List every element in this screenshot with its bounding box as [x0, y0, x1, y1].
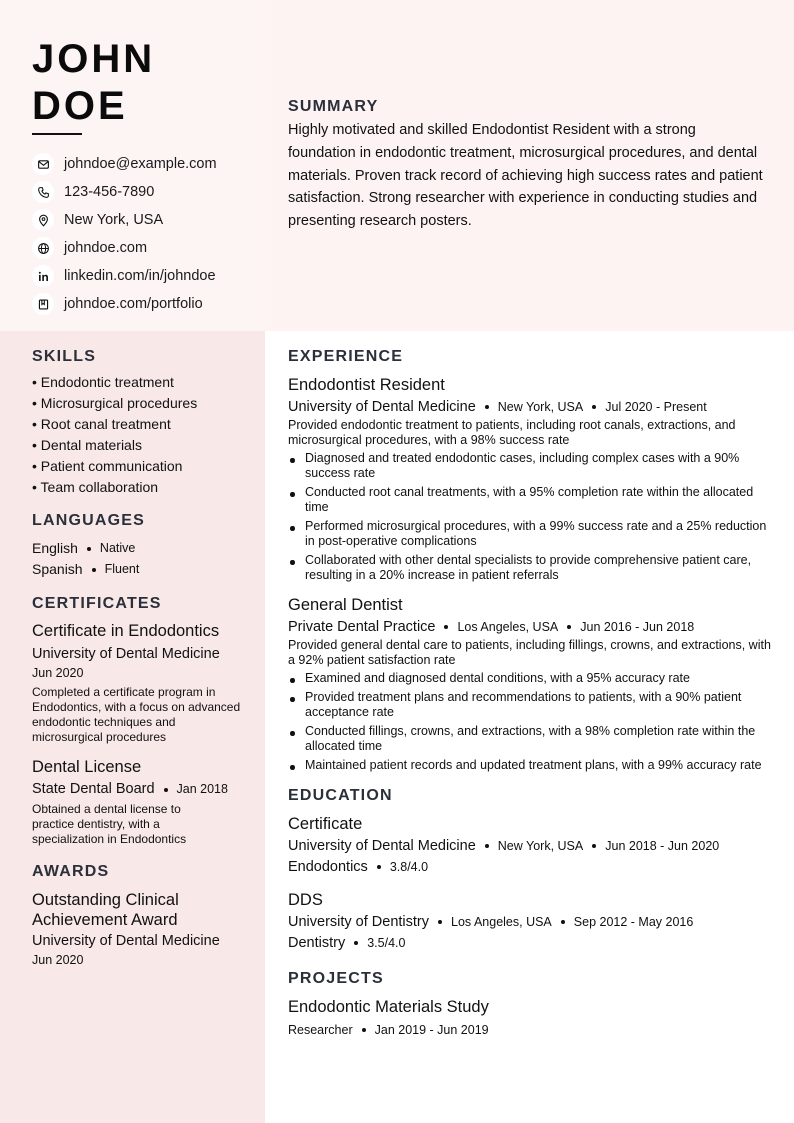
certificate-date: Jun 2020 — [32, 666, 84, 680]
award-title: Outstanding Clinical Achievement Award — [32, 891, 179, 929]
job-bullet: Performed microsurgical procedures, with a 99% success rate and a 25% reduction in post-operative complications — [288, 519, 773, 549]
job-dates: Jun 2016 - Jun 2018 — [580, 620, 695, 634]
name-last: DOE — [32, 84, 128, 128]
contact-email-text: johndoe@example.com — [64, 156, 217, 172]
job-bullet: Collaborated with other dental specialists to provide comprehensive patient care, resulting in a 20% increase in patient referrals — [288, 553, 773, 583]
language-name: Spanish — [32, 561, 83, 577]
project-dates: Jan 2019 - Jun 2019 — [374, 1023, 489, 1037]
projects-heading: PROJECTS — [288, 970, 384, 987]
edu-field-row — [288, 858, 773, 876]
language-level: Fluent — [104, 562, 140, 576]
experience-heading: EXPERIENCE — [288, 348, 404, 365]
language-item — [32, 538, 247, 559]
location-icon — [32, 209, 54, 231]
job-bullet: Conducted root canal treatments, with a 95% completion rate within the allocated time — [288, 485, 773, 515]
education-item — [288, 890, 773, 952]
certificates-heading: CERTIFICATES — [32, 595, 162, 612]
language-name: English — [32, 540, 78, 556]
portfolio-icon — [32, 293, 54, 315]
certificate-desc: Obtained a dental license to practice dentistry, with a specialization in Endodontics — [32, 802, 187, 846]
education-item — [288, 814, 773, 876]
contact-location — [32, 206, 262, 234]
job-org: Private Dental Practice — [288, 619, 436, 635]
edu-degree: Certificate — [288, 815, 363, 833]
skill-item: • Dental materials — [32, 437, 142, 453]
skill-item: • Endodontic treatment — [32, 374, 174, 390]
job-location: Los Angeles, USA — [457, 620, 559, 634]
skill-item: • Team collaboration — [32, 479, 159, 495]
certificate-date: Jan 2018 — [176, 782, 228, 796]
education-heading: EDUCATION — [288, 787, 393, 804]
sidebar — [32, 348, 247, 968]
certificate-org: University of Dental Medicine — [32, 646, 220, 662]
job-summary: Provided general dental care to patients, including fillings, crowns, and extractions, with a 92% patient satisfaction rate — [288, 638, 771, 667]
job-bullet: Examined and diagnosed dental conditions, with a 95% accuracy rate — [288, 671, 773, 686]
contact-list — [32, 150, 262, 318]
experience-item — [288, 595, 773, 773]
contact-website[interactable] — [32, 234, 262, 262]
contact-website-text: johndoe.com — [64, 240, 148, 256]
contact-phone[interactable] — [32, 178, 262, 206]
edu-gpa: 3.8/4.0 — [389, 860, 429, 874]
certificate-title: Dental License — [32, 758, 142, 776]
contact-portfolio[interactable] — [32, 290, 262, 318]
certificate-org: State Dental Board — [32, 781, 155, 797]
summary-heading: SUMMARY — [288, 98, 379, 115]
edu-field-row — [288, 934, 773, 952]
candidate-name — [32, 36, 155, 130]
edu-gpa: 3.5/4.0 — [367, 936, 406, 950]
languages-list — [32, 538, 247, 580]
phone-icon — [32, 181, 54, 203]
job-location: New York, USA — [497, 400, 584, 414]
certificate-desc: Completed a certificate program in Endodontics, with a focus on advanced endodontic techniques and microsurgical procedures — [32, 685, 241, 744]
skill-item: • Microsurgical procedures — [32, 395, 198, 411]
edu-school: University of Dentistry — [288, 914, 430, 930]
edu-school: University of Dental Medicine — [288, 838, 476, 854]
award-date: Jun 2020 — [32, 953, 84, 967]
languages-heading: LANGUAGES — [32, 512, 146, 529]
job-dates: Jul 2020 - Present — [605, 400, 707, 414]
award-item — [32, 890, 247, 968]
main-content — [288, 348, 773, 1039]
edu-meta — [288, 837, 773, 855]
experience-item — [288, 375, 773, 583]
project-meta — [288, 1021, 773, 1039]
job-summary: Provided endodontic treatment to patients, including root canals, extractions, and microsurgical procedures, with a 98% success rate — [288, 418, 736, 447]
job-title: Endodontist Resident — [288, 376, 445, 394]
job-bullets — [288, 671, 773, 773]
summary-section — [288, 98, 763, 233]
job-title: General Dentist — [288, 596, 403, 614]
summary-text: Highly motivated and skilled Endodontist Resident with a strong foundation in endodontic treatment, microsurgical procedures, and dental materials. Proven track record of achieving high success rates and patient satisfaction. Strong researcher with experience in conducting studies and presenting research posters. — [288, 122, 763, 230]
language-item — [32, 559, 247, 580]
contact-portfolio-text: johndoe.com/portfolio — [64, 296, 203, 312]
linkedin-icon — [32, 265, 54, 287]
awards-heading: AWARDS — [32, 863, 110, 880]
edu-dates: Jun 2018 - Jun 2020 — [605, 839, 720, 853]
contact-phone-text: 123-456-7890 — [64, 184, 155, 200]
language-level: Native — [99, 541, 136, 555]
globe-icon — [32, 237, 54, 259]
project-role: Researcher — [288, 1023, 353, 1037]
contact-location-text: New York, USA — [64, 212, 164, 228]
skill-item: • Root canal treatment — [32, 416, 171, 432]
mail-icon — [32, 153, 54, 175]
skills-list — [32, 372, 247, 498]
edu-degree: DDS — [288, 891, 323, 909]
edu-location: Los Angeles, USA — [451, 915, 552, 929]
job-bullet: Provided treatment plans and recommendations to patients, with a 90% patient acceptance rate — [288, 690, 773, 720]
certificate-item — [32, 757, 247, 847]
name-divider — [32, 133, 82, 135]
job-bullet: Conducted fillings, crowns, and extractions, with a 98% completion rate within the allocated time — [288, 724, 773, 754]
award-org: University of Dental Medicine — [32, 933, 220, 949]
edu-location: New York, USA — [497, 839, 584, 853]
skill-item: • Patient communication — [32, 458, 183, 474]
project-title: Endodontic Materials Study — [288, 998, 489, 1016]
contact-linkedin-text: linkedin.com/in/johndoe — [64, 268, 216, 284]
job-bullet: Diagnosed and treated endodontic cases, including complex cases with a 90% success rate — [288, 451, 773, 481]
job-meta — [288, 398, 773, 416]
project-item — [288, 997, 773, 1039]
job-org: University of Dental Medicine — [288, 399, 476, 415]
edu-field: Endodontics — [288, 859, 368, 875]
skills-heading: SKILLS — [32, 348, 97, 365]
edu-meta — [288, 913, 773, 931]
job-bullet: Maintained patient records and updated treatment plans, with a 99% accuracy rate — [288, 758, 773, 773]
edu-dates: Sep 2012 - May 2016 — [573, 915, 694, 929]
name-first: JOHN — [32, 37, 156, 81]
job-meta — [288, 618, 773, 636]
certificate-item — [32, 621, 247, 745]
contact-linkedin[interactable] — [32, 262, 262, 290]
certificate-meta — [32, 781, 247, 798]
edu-field: Dentistry — [288, 935, 346, 951]
job-bullets — [288, 451, 773, 583]
contact-email[interactable] — [32, 150, 262, 178]
certificate-title: Certificate in Endodontics — [32, 622, 220, 640]
